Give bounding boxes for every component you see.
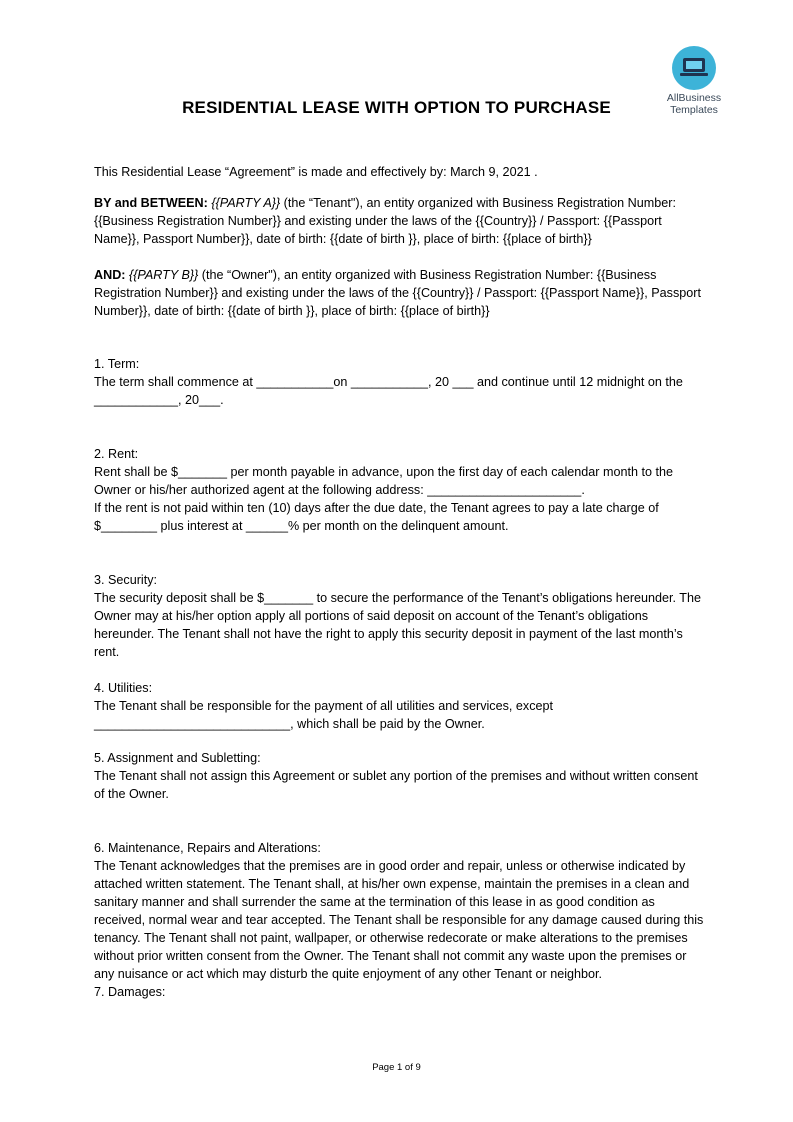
term-heading: 1. Term: [94,357,140,371]
section-term [94,355,706,409]
document-title: RESIDENTIAL LEASE WITH OPTION TO PURCHASE [182,98,611,117]
maintenance-heading: 6. Maintenance, Repairs and Alterations: [94,841,321,855]
party-a-name: {{PARTY A}} [211,196,281,210]
section-rent [94,445,706,535]
intro-text: This Residential Lease “Agreement” is made and effectively by: March 9, 2021 . [94,165,538,179]
logo-line-1: AllBusiness [666,92,722,104]
section-assignment [94,749,706,803]
party-b-name: {{PARTY B}} [128,268,199,282]
party-a-paragraph [94,194,706,248]
section-utilities [94,679,706,733]
maintenance-body: The Tenant acknowledges that the premises are in good order and repair, unless or otherwise indicated by attached written statement. The Tenant shall, at his/her own expense, maintain the premises in a clean and sanitary manner and shall surrender the same at the termination of this lease in as good condition as received, normal wear and tear accepted. The Tenant shall be responsible for any damage caused during this tenancy. The Tenant shall not paint, wallpaper, or otherwise redecorate or make alterations to the premises without prior written consent from the Owner. The Tenant shall not commit any waste upon the premises or any nuisance or act which may disturb the quite enjoyment of any other Tenant or neighbor. [94,859,704,981]
utilities-heading: 4. Utilities: [94,681,153,695]
rent-body-1: Rent shall be $_______ per month payable in advance, upon the first day of each calendar month to the Owner or his/her authorized agent at the following address: ______________________. [94,465,674,497]
rent-body-2: If the rent is not paid within ten (10) days after the due date, the Tenant agrees to pay a late charge of $________ plus interest at ______% per month on the delinquent amount. [94,501,659,533]
security-heading: 3. Security: [94,573,157,587]
assignment-heading: 5. Assignment and Subletting: [94,751,261,765]
intro-paragraph [94,163,706,181]
party-a-text: (the “Tenant"), an entity organized with Business Registration Number: {{Business Registration Number}} and existing under the laws of the {{Country}} / Passport: {{Passport Name}}, Passport Number}}, date of birth: {{date of birth }}, place of birth: {{place of birth}} [94,196,676,246]
section-maintenance [94,839,706,1001]
party-b-lead: AND: [94,268,129,282]
party-a-lead: BY and BETWEEN: [94,196,212,210]
page-number: Page 1 of 9 [372,1062,421,1073]
laptop-icon [672,46,716,90]
section-security [94,571,706,661]
assignment-body: The Tenant shall not assign this Agreement or sublet any portion of the premises and without written consent of the Owner. [94,769,698,801]
damages-heading: 7. Damages: [94,985,166,999]
party-b-paragraph [94,266,706,320]
logo-line-2: Templates [670,104,718,116]
term-body: The term shall commence at ___________on ___________, 20 ___ and continue until 12 midnight on the ____________, 20___. [94,375,683,407]
rent-heading: 2. Rent: [94,447,139,461]
utilities-body: The Tenant shall be responsible for the payment of all utilities and services, except ____________________________, which shall be paid by the Owner. [94,699,553,731]
party-b-text: (the “Owner"), an entity organized with Business Registration Number: {{Business Registration Number}} and existing under the laws of the {{Country}} / Passport: {{Passport Name}}, Passport Number}}, date of birth: {{date of birth }}, place of birth: {{place of birth}} [94,268,701,318]
security-body: The security deposit shall be $_______ to secure the performance of the Tenant’s obligations hereunder. The Owner may at his/her option apply all portions of said deposit on account of the Tenant’s obligations hereunder. The Tenant shall not have the right to apply this security deposit in payment of the last month’s rent. [94,591,702,659]
